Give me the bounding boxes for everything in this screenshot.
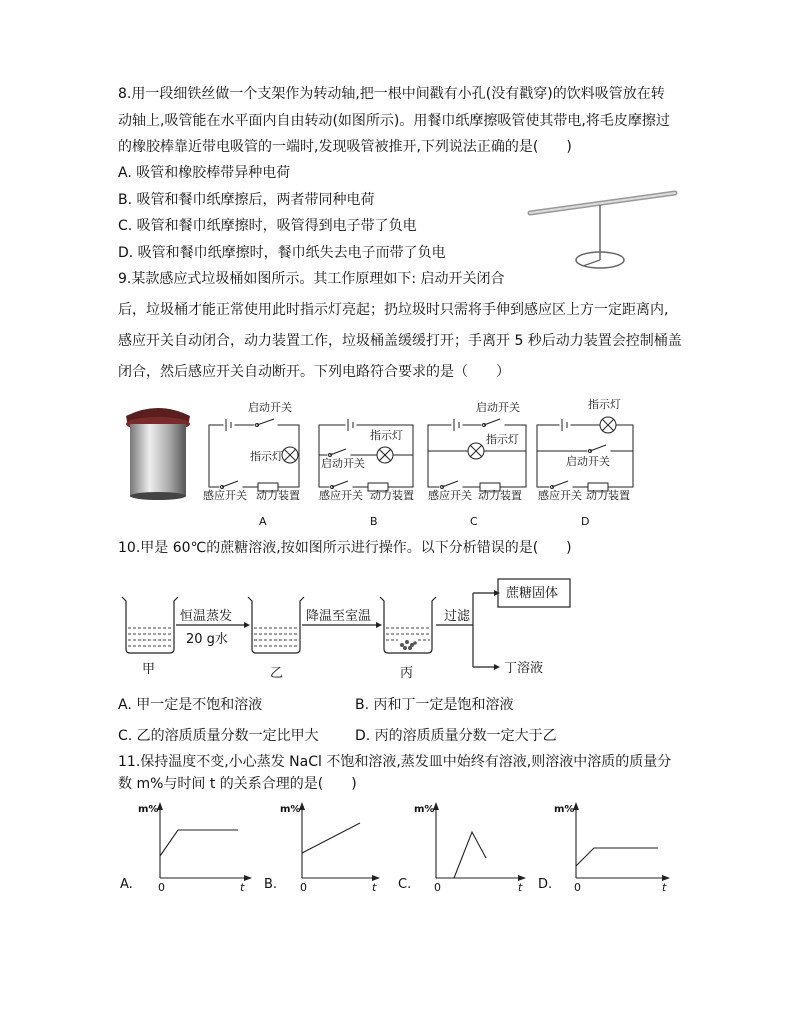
circuit-diagrams (200, 395, 650, 530)
graph-choice-d: D. (538, 877, 553, 892)
q8-option-d: D. 吸管和餐巾纸摩擦时，餐巾纸失去电子而带了负电 (118, 245, 446, 261)
graph-d-x-label: t (662, 881, 667, 894)
q8-option-b: B. 吸管和餐巾纸摩擦后，两者带同种电荷 (118, 192, 375, 208)
choice-c: C (470, 515, 478, 528)
beaker-yi-label: 乙 (270, 666, 284, 681)
graph-c-y-label: m% (414, 804, 435, 815)
q9-line-1: 9.某款感应式垃圾桶如图所示。其工作原理如下: 启动开关闭合 (118, 271, 505, 287)
beaker-jia-label: 甲 (142, 662, 156, 677)
choice-a: A (259, 515, 267, 528)
straw-stand-figure (525, 185, 685, 275)
q10-option-d: D. 丙的溶质质量分数一定大于乙 (355, 728, 557, 744)
choice-b: B (370, 515, 378, 528)
q10-option-c: C. 乙的溶质质量分数一定比甲大 (118, 728, 319, 744)
beaker-bing-label: 丙 (400, 666, 414, 681)
step-filter-label: 过滤 (444, 609, 471, 624)
q8-option-c: C. 吸管和餐巾纸摩擦时，吸管得到电子带了负电 (118, 218, 417, 234)
step-evaporate-label: 恒温蒸发 (180, 609, 233, 624)
choice-d: D (581, 515, 590, 528)
q9-line-2: 后，垃圾桶才能正常使用此时指示灯亮起；扔垃圾时只需将手伸到感应区上方一定距离内, (118, 302, 669, 318)
q8-line-1: 8.用一段细铁丝做一个支架作为转动轴,把一根中间戳有小孔(没有戳穿)的饮料吸管放在转 (118, 86, 665, 102)
circuit-c-start-label: 启动开关 (476, 401, 520, 414)
step-cool-label: 降温至室温 (306, 609, 372, 624)
graph-b-origin: 0 (300, 881, 307, 894)
q10-option-b: B. 丙和丁一定是饱和溶液 (355, 697, 514, 713)
circuit-d-start-label: 启动开关 (566, 455, 610, 468)
circuit-d-sensor-label: 感应开关 (538, 489, 582, 502)
q9-line-3: 感应开关自动闭合，动力装置工作，垃圾桶盖缓缓打开；手离开 5 秒后动力装置会控制桶盖 (118, 333, 682, 349)
graph-choice-b: B. (264, 877, 278, 892)
circuit-a-start-label: 启动开关 (248, 401, 292, 414)
graph-b-y-label: m% (280, 804, 301, 815)
circuit-b-sensor-label: 感应开关 (319, 489, 363, 502)
q8-line-2: 动轴上,吸管能在水平面内自由转动(如图所示)。用餐巾纸摩擦吸管使其带电,将毛皮摩擦过 (118, 113, 670, 129)
q11-graphs (118, 798, 678, 898)
circuit-c-motor-label: 动力装置 (478, 489, 522, 502)
q9-line-4: 闭合，然后感应开关自动断开。下列电路符合要求的是（ ） (118, 364, 510, 380)
sugar-solid-label: 蔗糖固体 (506, 586, 559, 601)
graph-d-origin: 0 (574, 881, 581, 894)
q8-option-a: A. 吸管和橡胶棒带异种电荷 (118, 165, 291, 181)
graph-c-origin: 0 (434, 881, 441, 894)
graph-a-origin: 0 (158, 881, 165, 894)
filtrate-label: 丁溶液 (504, 661, 544, 676)
circuit-c-sensor-label: 感应开关 (428, 489, 472, 502)
graph-b-x-label: t (372, 881, 377, 894)
circuit-d-motor-label: 动力装置 (586, 489, 630, 502)
circuit-a-indicator-label: 指示灯 (250, 450, 283, 463)
circuit-a-motor-label: 动力装置 (256, 489, 300, 502)
q11-line-2: 数 m%与时间 t 的关系合理的是( ) (118, 776, 357, 792)
circuit-c-indicator-label: 指示灯 (486, 433, 519, 446)
graph-choice-a: A. (120, 877, 133, 892)
circuit-b-start-label: 启动开关 (321, 457, 365, 470)
circuit-d-indicator-label: 指示灯 (588, 398, 621, 411)
step-water-label: 20 g水 (186, 632, 228, 647)
q8-line-3: 的橡胶棒靠近带电吸管的一端时,发现吸管被推开,下列说法正确的是( ) (118, 139, 572, 155)
circuit-b-motor-label: 动力装置 (370, 489, 414, 502)
q10-stem: 10.甲是 60℃的蔗糖溶液,按如图所示进行操作。以下分析错误的是( ) (118, 540, 572, 556)
circuit-a-sensor-label: 感应开关 (203, 489, 247, 502)
graph-a-y-label: m% (138, 804, 159, 815)
sugar-process-diagram (118, 573, 588, 685)
trash-can-figure (118, 402, 200, 502)
circuit-d (537, 417, 633, 491)
graph-d-y-label: m% (554, 804, 575, 815)
circuit-c (428, 419, 526, 491)
circuit-b-indicator-label: 指示灯 (370, 429, 403, 442)
q11-line-1: 11.保持温度不变,小心蒸发 NaCl 不饱和溶液,蒸发皿中始终有溶液,则溶液中溶质的质量分 (118, 754, 672, 770)
graph-a-x-label: t (240, 881, 245, 894)
graph-c-x-label: t (518, 881, 523, 894)
graph-choice-c: C. (398, 877, 412, 892)
q10-option-a: A. 甲一定是不饱和溶液 (118, 697, 263, 713)
